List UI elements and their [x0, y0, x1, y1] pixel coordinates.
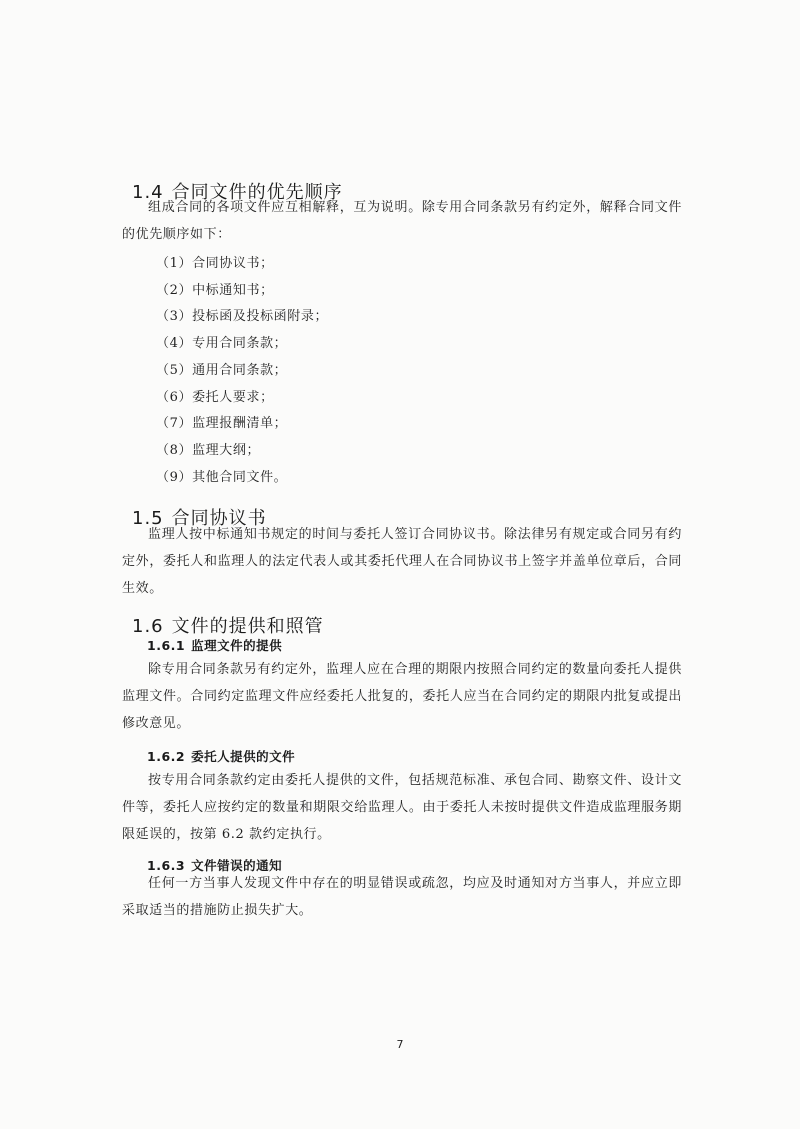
subsection-1-6-1-body: 除专用合同条款另有约定外，监理人应在合理的期限内按照合同约定的数量向委托人提供监理文件。合同约定监理文件应经委托人批复的，委托人应当在合同约定的期限内批复或提出修改意见。 — [122, 662, 682, 731]
section-title: 合同文件的优先顺序 — [171, 182, 343, 203]
list-item: （1）合同协议书； — [156, 256, 274, 271]
section-1-4-intro: 组成合同的各项文件应互相解释，互为说明。除专用合同条款另有约定外，解释合同文件的优先顺序如下： — [122, 200, 682, 242]
list-item: （5）通用合同条款； — [156, 362, 288, 378]
subsection-title: 监理文件的提供 — [191, 638, 283, 653]
subsection-number: 1.6.3 — [147, 858, 186, 873]
section-heading-1-6 — [132, 612, 324, 638]
subsection-heading-1-6-2 — [147, 747, 295, 765]
list-item: （2）中标通知书； — [156, 282, 274, 298]
subsection-heading-1-6-1 — [147, 636, 282, 654]
list-item: （7）监理报酬清单； — [156, 416, 288, 432]
section-title: 文件的提供和照管 — [171, 616, 324, 637]
list-item: （9）其他合同文件。 — [156, 469, 288, 485]
list-item: （6）委托人要求； — [156, 389, 274, 405]
subsection-1-6-2-body: 按专用合同条款约定由委托人提供的文件，包括规范标准、承包合同、勘察文件、设计文件等，委托人应按约定的数量和期限交给监理人。由于委托人未按时提供文件造成监理服务期限延误的，按第 6.2 款约定执行。 — [122, 773, 682, 842]
list-item: （4）专用合同条款； — [156, 336, 288, 352]
section-number: 1.4 — [132, 182, 164, 203]
section-number: 1.5 — [132, 508, 164, 529]
section-1-5-body: 监理人按中标通知书规定的时间与委托人签订合同协议书。除法律另有规定或合同另有约定外，委托人和监理人的法定代表人或其委托代理人在合同协议书上签字并盖单位章后，合同生效。 — [122, 527, 682, 596]
section-number: 1.6 — [132, 616, 164, 637]
section-title: 合同协议书 — [171, 508, 267, 529]
list-item: （8）监理大纲； — [156, 442, 261, 458]
page-number: 7 — [396, 1038, 404, 1051]
subsection-number: 1.6.1 — [147, 638, 186, 653]
list-item: （3）投标函及投标函附录； — [156, 309, 329, 325]
priority-list — [156, 251, 328, 491]
subsection-title: 委托人提供的文件 — [191, 749, 296, 764]
subsection-number: 1.6.2 — [147, 749, 186, 764]
subsection-1-6-3-body: 任何一方当事人发现文件中存在的明显错误或疏忽，均应及时通知对方当事人，并应立即采取适当的措施防止损失扩大。 — [122, 876, 682, 918]
subsection-title: 文件错误的通知 — [191, 858, 283, 873]
